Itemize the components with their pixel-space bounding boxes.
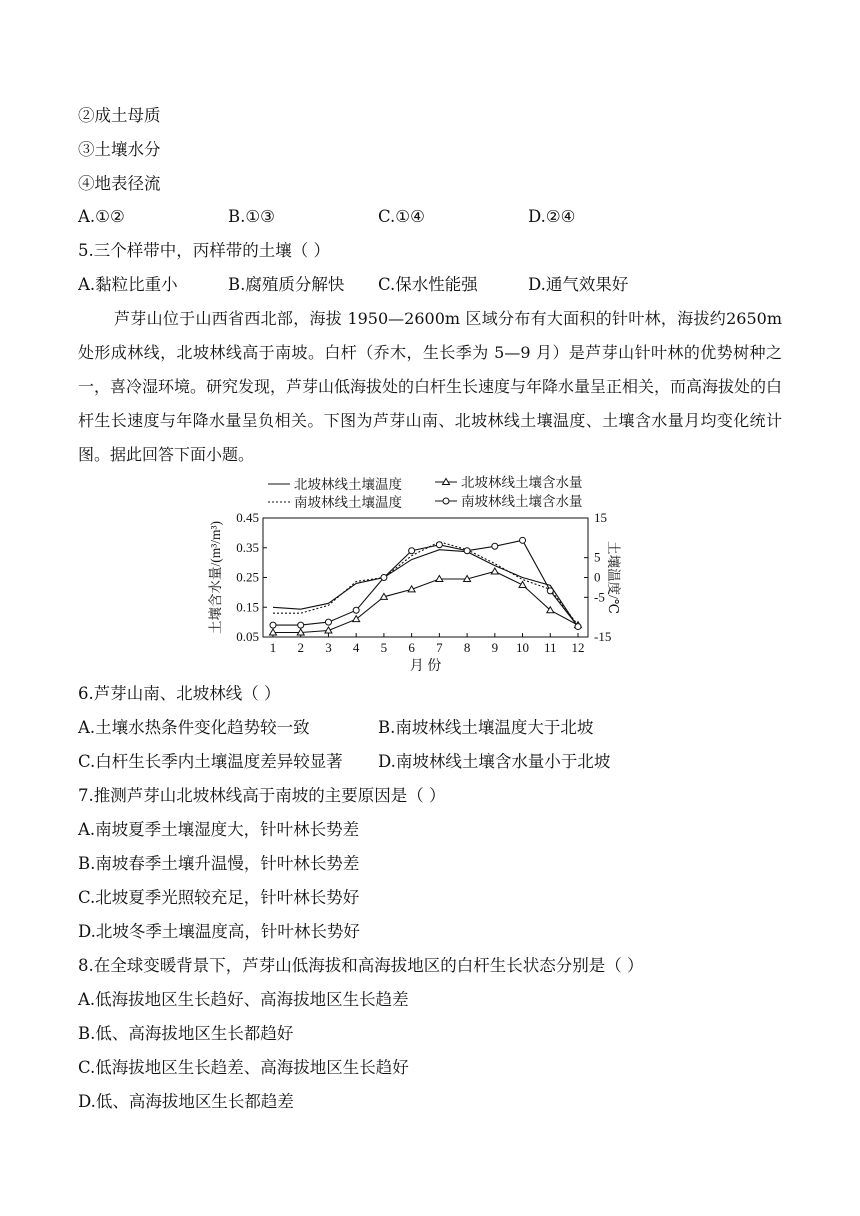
q4-option-a[interactable]: A.①②	[78, 207, 125, 226]
x-tick-label: 2	[297, 640, 304, 655]
y-axis-right-label: 土壤温度/℃	[606, 541, 621, 614]
q6-option-c[interactable]: C.白杆生长季内土壤温度差异较显著	[78, 752, 343, 771]
series-line-0	[273, 550, 578, 627]
circle-marker	[575, 624, 581, 630]
x-tick-label: 7	[436, 640, 443, 655]
q6-option-a[interactable]: A.土壤水热条件变化趋势较一致	[78, 718, 310, 737]
x-tick-label: 8	[463, 640, 471, 655]
circle-marker	[436, 542, 442, 548]
q7-option-b[interactable]: B.南坡春季土壤升温慢，针叶林长势差	[78, 854, 360, 873]
soil-chart	[205, 474, 621, 674]
chart-series	[270, 537, 582, 635]
q7-option-a[interactable]: A.南坡夏季土壤湿度大，针叶林长势差	[78, 820, 360, 839]
right-tick-label: 5	[594, 549, 601, 565]
circle-marker	[298, 622, 304, 628]
triangle-marker	[519, 581, 526, 587]
x-tick-label: 4	[352, 640, 360, 655]
right-tick-label: 0	[594, 569, 601, 585]
q8-stem: 8.在全球变暖背景下，芦芽山低海拔和高海拔地区的白杆生长状态分别是（ ）	[78, 956, 644, 975]
reading-passage: 芦芽山位于山西省西北部，海拔 1950—2600m 区域分布有大面积的针叶林，海拔约2650m 处形成林线，北坡林线高于南坡。白杆（乔木，生长季为 5—9 月）是芦芽山针叶林的优势树种之一，喜冷湿环境。研究发现，芦芽山低海拔处的白杆生长速度与年降水量呈正相关，而高海拔处的白杆生长速度与年降水量呈负相关。下图为芦芽山南、北坡林线土壤温度、土壤含水量月均变化统计图。据此回答下面小题。	[78, 309, 783, 464]
circle-marker	[492, 543, 498, 549]
left-tick-label: 0.45	[236, 510, 259, 525]
circle-marker	[270, 622, 276, 628]
left-tick-label: 0.25	[236, 569, 259, 585]
q8-option-c[interactable]: C.低海拔地区生长趋差、高海拔地区生长趋好	[78, 1058, 409, 1077]
legend-circle-marker	[443, 498, 449, 504]
triangle-marker	[491, 568, 498, 574]
q7-stem: 7.推测芦芽山北坡林线高于南坡的主要原因是（ ）	[78, 786, 446, 805]
y-axis-left-label: 土壤含水量/(m³/m³)	[208, 520, 223, 635]
q8-option-b[interactable]: B.低、高海拔地区生长都趋好	[78, 1024, 294, 1043]
q5-option-d[interactable]: D.通气效果好	[528, 275, 629, 294]
q5-stem: 5.三个样带中，丙样带的土壤（ ）	[78, 241, 330, 260]
q5-option-b[interactable]: B.腐殖质分解快	[228, 275, 345, 294]
q7-option-c[interactable]: C.北坡夏季光照较充足，针叶林长势好	[78, 888, 360, 907]
q5-option-c[interactable]: C.保水性能强	[378, 275, 478, 294]
circle-marker	[409, 548, 415, 554]
x-tick-label: 5	[380, 640, 388, 655]
chart-frame	[263, 518, 588, 637]
x-tick-label: 11	[544, 640, 557, 655]
q4-option-b[interactable]: B.①③	[228, 207, 275, 226]
circle-marker	[547, 588, 553, 594]
circle-marker	[520, 537, 526, 543]
left-tick-label: 0.05	[236, 629, 259, 644]
circle-marker	[353, 607, 359, 613]
q4-item-2: ②成土母质	[78, 106, 161, 125]
x-tick-label: 9	[491, 640, 499, 655]
circle-marker	[381, 575, 387, 581]
x-tick-label: 6	[408, 640, 415, 655]
x-tick-label: 1	[269, 640, 277, 655]
x-tick-label: 10	[516, 640, 530, 655]
left-tick-label: 0.15	[236, 599, 259, 615]
chart-legend	[268, 474, 583, 510]
x-tick-label: 3	[325, 640, 332, 655]
plot-frame	[263, 518, 588, 637]
circle-marker	[464, 548, 470, 554]
legend-label-3: 南坡林线土壤含水量	[461, 494, 583, 509]
x-axis-label: 月 份	[409, 659, 442, 674]
q5-option-a[interactable]: A.黏粒比重小	[78, 275, 178, 294]
q4-item-3: ③土壤水分	[78, 140, 161, 159]
q4-option-d[interactable]: D.②④	[528, 207, 576, 226]
circle-marker	[325, 619, 331, 625]
legend-label-2: 南坡林线土壤温度	[294, 495, 402, 510]
q4-item-4: ④地表径流	[78, 174, 161, 193]
q6-option-b[interactable]: B.南坡林线土壤温度大于北坡	[378, 718, 594, 737]
q6-stem: 6.芦芽山南、北坡林线（ ）	[78, 684, 281, 703]
right-tick-label: 15	[594, 510, 607, 525]
x-tick-label: 12	[571, 640, 585, 655]
q4-option-c[interactable]: C.①④	[378, 207, 425, 226]
q7-option-d[interactable]: D.北坡冬季土壤温度高，针叶林长势好	[78, 922, 360, 941]
right-tick-label: -15	[594, 629, 612, 644]
q8-option-a[interactable]: A.低海拔地区生长趋好、高海拔地区生长趋差	[78, 990, 409, 1009]
left-tick-label: 0.35	[236, 539, 259, 555]
q6-option-d[interactable]: D.南坡林线土壤含水量小于北坡	[378, 752, 611, 771]
right-tick-label: -5	[594, 589, 605, 605]
q8-option-d[interactable]: D.低、高海拔地区生长都趋差	[78, 1092, 294, 1111]
legend-label-0: 北坡林线土壤温度	[294, 477, 402, 492]
legend-label-1: 北坡林线土壤含水量	[461, 475, 583, 490]
